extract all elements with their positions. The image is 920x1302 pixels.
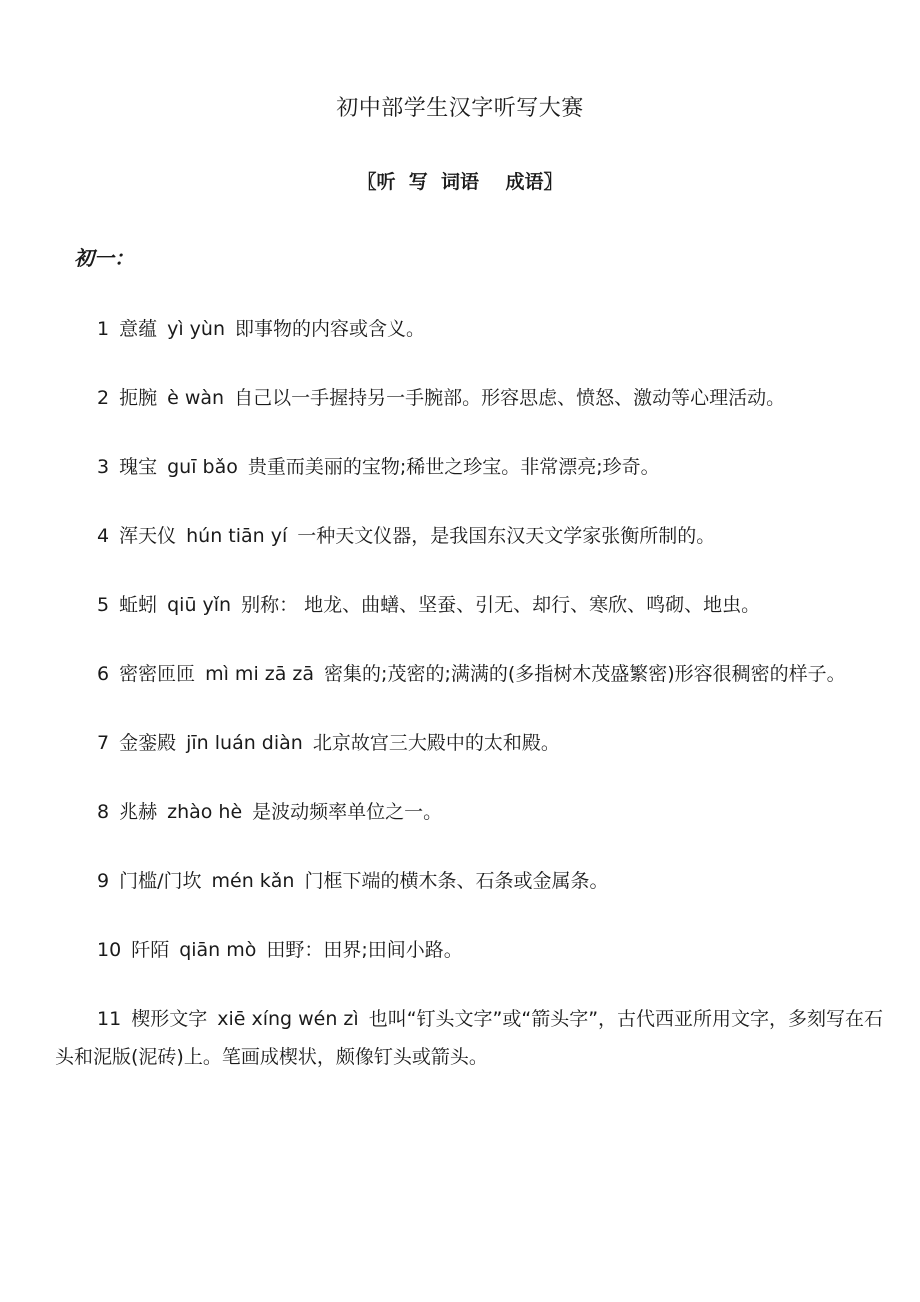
list-item: [55, 379, 885, 417]
list-item: [55, 517, 885, 555]
entry-word: 阡陌: [131, 939, 170, 961]
entry-number: 4: [97, 525, 110, 547]
entry-word: 楔形文字: [131, 1008, 208, 1030]
entry-pinyin: qiān mò: [179, 939, 257, 961]
entry-number: 6: [97, 663, 110, 685]
entry-pinyin: xiē xíng wén zì: [217, 1008, 359, 1030]
entry-definition: 是波动频率单位之一。: [252, 801, 443, 823]
list-item: [55, 448, 885, 486]
entry-definition: 即事物的内容或含义。: [235, 318, 426, 340]
entry-number: 9: [97, 870, 110, 892]
section-heading: 初一：: [74, 246, 134, 270]
entry-pinyin: hún tiān yí: [186, 525, 288, 547]
entry-definition: 门框下端的横木条、石条或金属条。: [304, 870, 609, 892]
entry-definition: 别称： 地龙、曲蟮、坚蚕、引无、却行、寒欣、鸣砌、地虫。: [241, 594, 761, 616]
entry-number: 7: [97, 732, 110, 754]
list-item: [55, 310, 885, 348]
entry-word: 意蕴: [119, 318, 158, 340]
entry-pinyin: jīn luán diàn: [186, 732, 303, 754]
entry-definition: 田野：田界;田间小路。: [266, 939, 463, 961]
list-item: [55, 586, 885, 624]
entry-word: 瑰宝: [119, 456, 158, 478]
entry-word: 扼腕: [119, 387, 158, 409]
list-item: [55, 862, 885, 900]
entry-pinyin: zhào hè: [167, 801, 243, 823]
entry-word: 密密匝匝: [119, 663, 196, 685]
page-subtitle: 〖听 写 词语 成语〗: [357, 171, 563, 193]
entry-pinyin: mén kǎn: [211, 870, 295, 892]
entry-definition: 贵重而美丽的宝物;稀世之珍宝。非常漂亮;珍奇。: [247, 456, 660, 478]
page-title: 初中部学生汉字听写大赛: [336, 96, 584, 121]
list-item: [55, 1000, 885, 1076]
entry-pinyin: mì mi zā zā: [205, 663, 315, 685]
entry-definition: 密集的;茂密的;满满的(多指树木茂盛繁密)形容很稠密的样子。: [324, 663, 846, 685]
entry-pinyin: guī bǎo: [167, 456, 238, 478]
entry-number: 11: [97, 1008, 122, 1030]
entry-word: 金銮殿: [119, 732, 177, 754]
entry-number: 2: [97, 387, 110, 409]
list-item: [55, 793, 885, 831]
list-item: [55, 724, 885, 762]
entry-definition: 自己以一手握持另一手腕部。形容思虑、愤怒、激动等心理活动。: [234, 387, 786, 409]
list-item: [55, 931, 885, 969]
entry-definition: 北京故宫三大殿中的太和殿。: [312, 732, 560, 754]
entry-number: 5: [97, 594, 110, 616]
entry-word: 门槛/门坎: [119, 870, 202, 892]
entry-word: 兆赫: [119, 801, 158, 823]
entry-number: 8: [97, 801, 110, 823]
entry-number: 3: [97, 456, 110, 478]
entry-word: 蚯蚓: [119, 594, 158, 616]
entry-word: 浑天仪: [119, 525, 177, 547]
list-item: [55, 655, 885, 693]
entry-pinyin: yì yùn: [167, 318, 225, 340]
entry-number: 1: [97, 318, 110, 340]
entry-pinyin: qiū yǐn: [167, 594, 232, 616]
entry-definition: 一种天文仪器，是我国东汉天文学家张衡所制的。: [297, 525, 716, 547]
entry-definition: 也叫“钉头文字”或“箭头字”，古代西亚所用文字，多刻写在石头和泥版(泥砖)上。笔画成楔状，颇像钉头或箭头。: [55, 1008, 884, 1068]
entry-pinyin: è wàn: [167, 387, 225, 409]
entry-number: 10: [97, 939, 122, 961]
entry-list: [55, 310, 885, 1107]
